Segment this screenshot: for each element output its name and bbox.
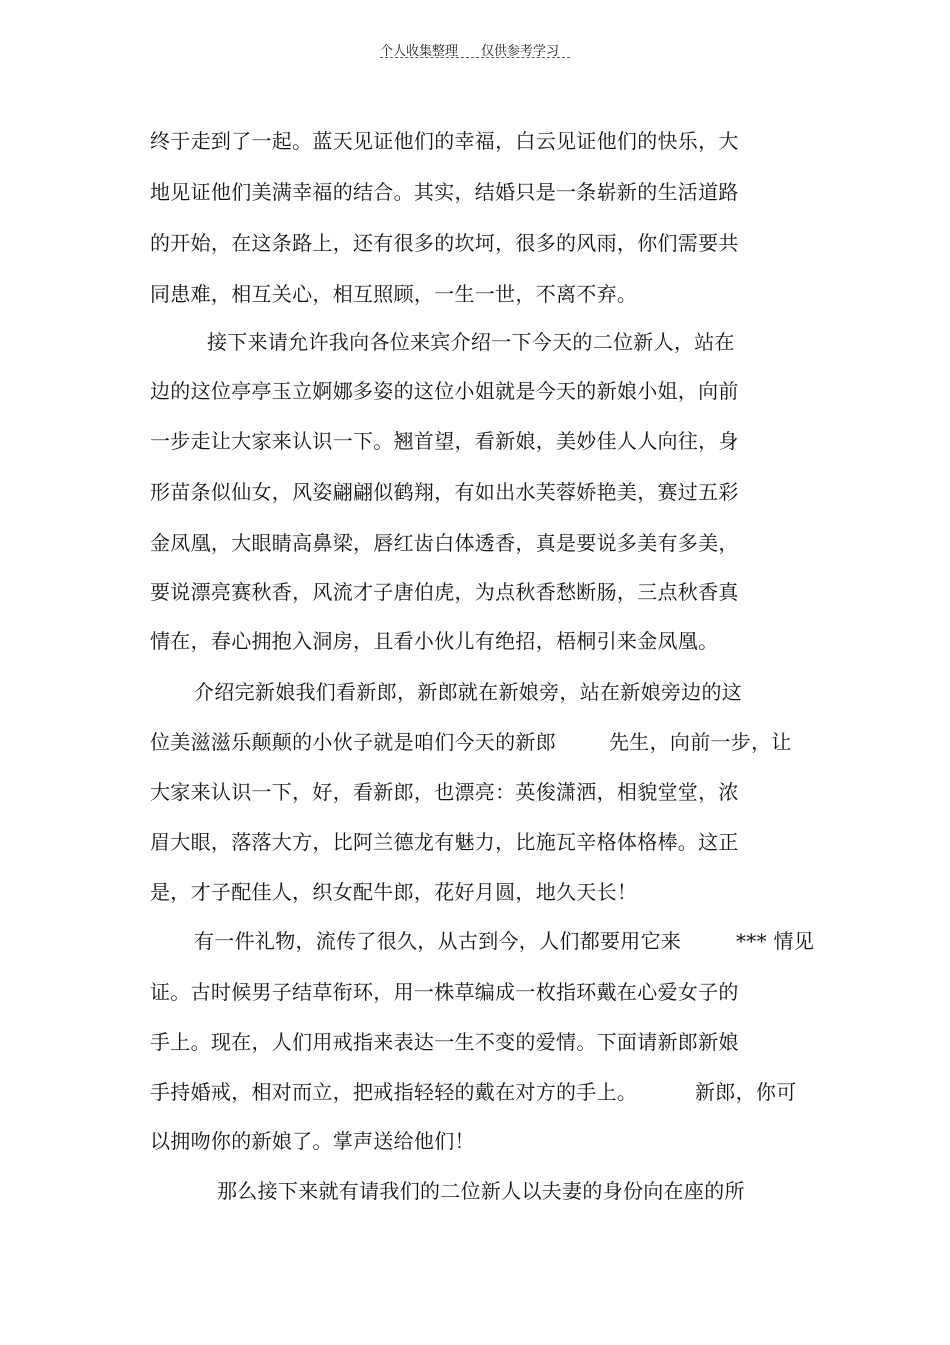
text-line: 接下来请允许我向各位来宾介绍一下今天的二位新人，站在 [207, 330, 735, 354]
text-line: 是，才子配佳人，织女配牛郎，花好月圆，地久天长！ [150, 880, 638, 904]
text-line: 同患难，相互关心，相互照顾，一生一世，不离不弃。 [150, 282, 638, 306]
text-line: 大家来认识一下，好，看新郎，也漂亮：英俊潇洒，相貌堂堂，浓 [150, 780, 739, 804]
text-line: 终于走到了一起。蓝天见证他们的幸福，白云见证他们的快乐，大 [150, 129, 739, 153]
text-line: 一步走让大家来认识一下。翘首望，看新娘，美妙佳人人向往，身 [150, 429, 739, 453]
header-right-text: 仅供参考学习 [481, 44, 560, 59]
text-line: 的开始，在这条路上，还有很多的坎坷，很多的风雨，你们需要共 [150, 231, 739, 255]
text-line: 金凤凰，大眼睛高鼻梁，唇红齿白体透香，真是要说多美有多美， [150, 531, 739, 555]
text-line: 位美滋滋乐颠颠的小伙子就是咱们今天的新郎 [150, 730, 556, 754]
text-line: 眉大眼，落落大方，比阿兰德龙有魅力，比施瓦辛格体格棒。这正 [150, 830, 739, 854]
text-line: 手持婚戒，相对而立，把戒指轻轻的戴在对方的手上。 [150, 1080, 638, 1104]
text-line: *** 情见 [736, 929, 815, 953]
text-line: 边的这位亭亭玉立婀娜多姿的这位小姐就是今天的新娘小姐，向前 [150, 379, 739, 403]
text-line: 手上。现在，人们用戒指来表达一生不变的爱情。下面请新郎新娘 [150, 1030, 739, 1054]
text-line: 先生，向前一步，让 [609, 730, 792, 754]
header-dashed-rule [380, 57, 570, 58]
text-line: 证。古时候男子结草衔环，用一株草编成一枚指环戴在心爱女子的 [150, 980, 739, 1004]
text-line: 那么接下来就有请我们的二位新人以夫妻的身份向在座的所 [217, 1179, 745, 1203]
text-line: 形苗条似仙女，风姿翩翩似鹤翔，有如出水芙蓉娇艳美，赛过五彩 [150, 480, 739, 504]
text-line: 有一件礼物，流传了很久，从古到今，人们都要用它来 [194, 929, 682, 953]
text-line: 地见证他们美满幸福的结合。其实，结婚只是一条崭新的生活道路 [150, 180, 739, 204]
text-line: 情在，春心拥抱入洞房，且看小伙儿有绝招，梧桐引来金凤凰。 [150, 629, 719, 653]
page-header [380, 38, 570, 60]
header-left-text: 个人收集整理 [380, 44, 459, 59]
text-line: 介绍完新娘我们看新郎，新郎就在新娘旁，站在新娘旁边的这 [194, 680, 743, 704]
text-line: 以拥吻你的新娘了。掌声送给他们！ [150, 1129, 475, 1153]
text-line: 要说漂亮赛秋香，风流才子唐伯虎，为点秋香愁断肠，三点秋香真 [150, 580, 739, 604]
text-line: 新郎，你可 [695, 1080, 797, 1104]
